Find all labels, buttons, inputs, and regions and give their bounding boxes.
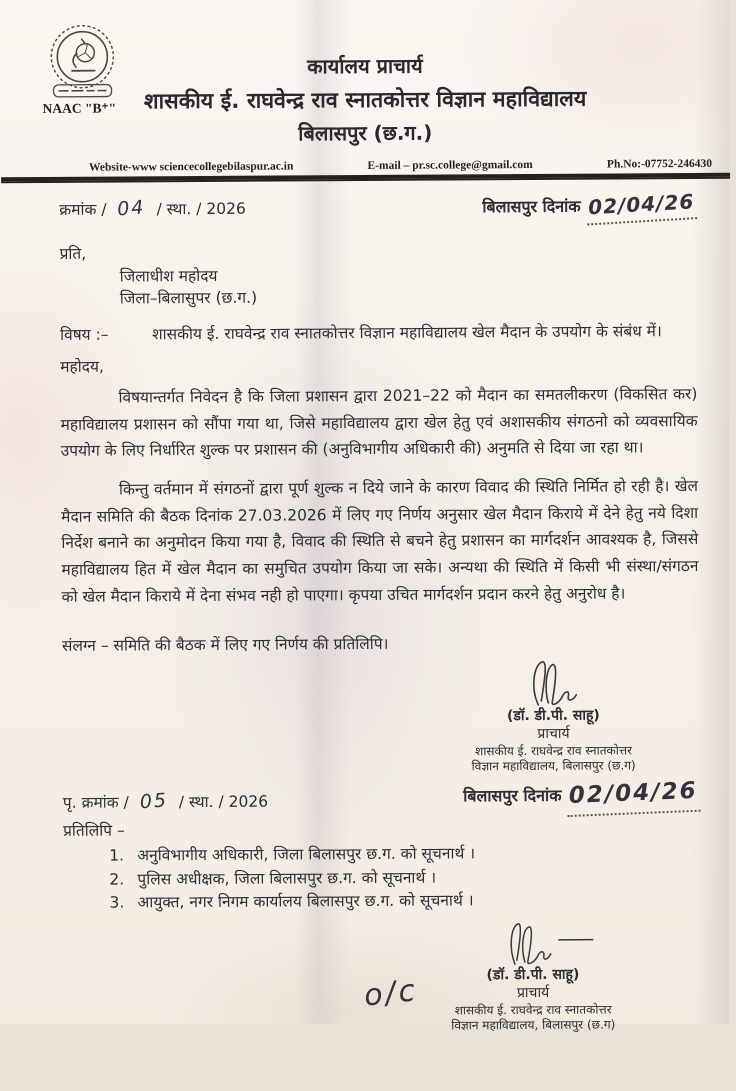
body-paragraph-1: विषयान्तर्गत निवेदन है कि जिला प्रशासन द्वारा 2021–22 को मैदान का समतलीकरण (विकसित कर) महाविद्यालय प्रशासन को सौंपा गया था, जिसे महाविद्यालय द्वारा खेल हेतु एवं अशासकीय संगठनो को व्यवसायिक उपयोग के लिए निर्धारित शुल्क पर प्रशासन की (अनुविभागीय अधिकारी की) अनुमति से दिया जा रहा था। (60, 384, 698, 461)
oc-handwritten-mark: o/c (362, 973, 420, 1014)
signatory-designation: प्राचार्य (537, 726, 570, 743)
signature-block-1 (413, 656, 694, 775)
college-logo (34, 23, 131, 117)
subject-label: विषय :– (59, 325, 109, 344)
cc-item-text: आयुक्त, नगर निगम कार्यालय बिलासपुर छ.ग. को सूचनार्थ । (137, 891, 474, 912)
college-name: शासकीय ई. राघवेन्द्र राव स्नातकोत्तर विज्ञान महाविद्यालय (143, 86, 587, 115)
cc-label: प्रतिलिपि – (63, 821, 125, 841)
signatory-name: (डॉ. डी.पी. साहू) (486, 966, 580, 984)
office-title: कार्यालय प्राचार्य (307, 53, 423, 79)
subject-text: शासकीय ई. राघवेन्द्र राव स्नातकोत्तर विज्ञान महाविद्यालय खेल मैदान के उपयोग के संबंध में। (151, 322, 662, 344)
dispatch-number-line (63, 787, 268, 818)
naac-grade-label: NAAC "B⁺" (42, 100, 117, 116)
cc-list (109, 841, 700, 914)
reference-row (59, 189, 696, 226)
contact-row (89, 158, 712, 174)
subject-block (60, 319, 697, 347)
dispatch-date-line (463, 776, 700, 815)
dispatch-row (63, 776, 700, 818)
letter-date-handwritten: 02/04/26 (585, 186, 697, 225)
cc-item (109, 888, 700, 915)
signatory-name: (डॉ. डी.पी. साहू) (506, 707, 600, 725)
greeting: महोदय, (60, 357, 104, 376)
letter-content (1, 179, 736, 1091)
cc-item-text: पुलिस अधीक्षक, जिला बिलासपुर छ.ग. को सूचनार्थ । (137, 868, 437, 889)
cc-item-number: 3. (109, 893, 125, 912)
dispatch-number-label: पृ. क्रमांक / (62, 793, 129, 812)
reference-number-line (59, 194, 246, 225)
signature-block-2 (393, 917, 674, 1034)
signatory-org-line1: शासकीय ई. राघवेन्द्र राव स्नातकोत्तर (475, 743, 633, 758)
addressee-line1: जिलाधीश महोदय (119, 266, 218, 286)
addressee-line2: जिला–बिलासुपर (छ.ग.) (119, 289, 258, 308)
letterhead (0, 0, 730, 174)
college-place: बिलासपुर (छ.ग.) (298, 120, 433, 146)
signatory-org-line2: विज्ञान महाविद्यालय, बिलासपुर (छ.ग) (471, 758, 636, 774)
enclosure-line: संलग्न – समिति की बैठक में लिए गए निर्णय की प्रतिलिपि। (61, 635, 389, 656)
dispatch-date-handwritten: 02/04/26 (566, 773, 700, 816)
signatory-designation: प्राचार्य (516, 985, 550, 1002)
college-emblem-icon (38, 23, 126, 100)
signature-scribble-icon (508, 657, 598, 710)
signatory-org-line1: शासकीय ई. राघवेन्द्र राव स्नातकोत्तर (454, 1002, 612, 1018)
dispatch-number-handwritten: 05 (138, 789, 169, 814)
reference-number-rest: / स्था. / 2026 (156, 199, 246, 219)
signature-scribble-icon (463, 918, 603, 969)
dispatch-number-rest: / स्था. / 2026 (178, 792, 269, 812)
reference-number-label: क्रमांक / (59, 200, 107, 219)
body-paragraph-2: किन्तु वर्तमान में संगठनों द्वारा पूर्ण शुल्क न दिये जाने के कारण विवाद की स्थिति निर्मित हो रही है। खेल मैदान समिति की बैठक दिनांक 27.03.2026 में लिए गए निर्णय अनुसार खेल मैदान किराये में देने हेतु नये दिशा निर्देश बनाने का अनुमोदन किया गया है, विवाद की स्थिति से बचने हेतु प्रशासन का मार्गदर्शन आवश्यक है, जिससे महाविद्यालय हित में खेल मैदान का समुचित उपयोग किया जा सके। अन्यथा की स्थिति में किसी भी संस्था/संगठन को खेल मैदान किराये में देना संभव नही हो पाएगा। कृपया उचित मार्गदर्शन प्रदान करने हेतु अनुरोध है। (61, 476, 699, 606)
addressee-block (59, 238, 696, 311)
email-text: E-mail – pr.sc.college@gmail.com (367, 158, 533, 172)
website-text: Website-www sciencecollegebilaspur.ac.in (88, 160, 294, 174)
reference-number-handwritten: 04 (116, 196, 147, 221)
letter-date-label: बिलासपुर दिनांक (482, 196, 581, 217)
phone-text: Ph.No:-07752-246430 (606, 157, 713, 171)
signatory-org-line2: विज्ञान महाविद्यालय, बिलासपुर (छ.ग) (451, 1017, 616, 1033)
cc-item-number: 2. (109, 870, 125, 889)
dispatch-date-label: बिलासपुर दिनांक (463, 785, 562, 806)
cc-item-number: 1. (109, 846, 125, 866)
cc-item-text: अनुविभागीय अधिकारी, जिला बिलासपुर छ.ग. को सूचनार्थ । (137, 844, 476, 865)
bottom-zone (64, 917, 702, 1091)
letter-date-line (482, 189, 696, 223)
addressee-salutation: प्रति, (59, 244, 87, 263)
